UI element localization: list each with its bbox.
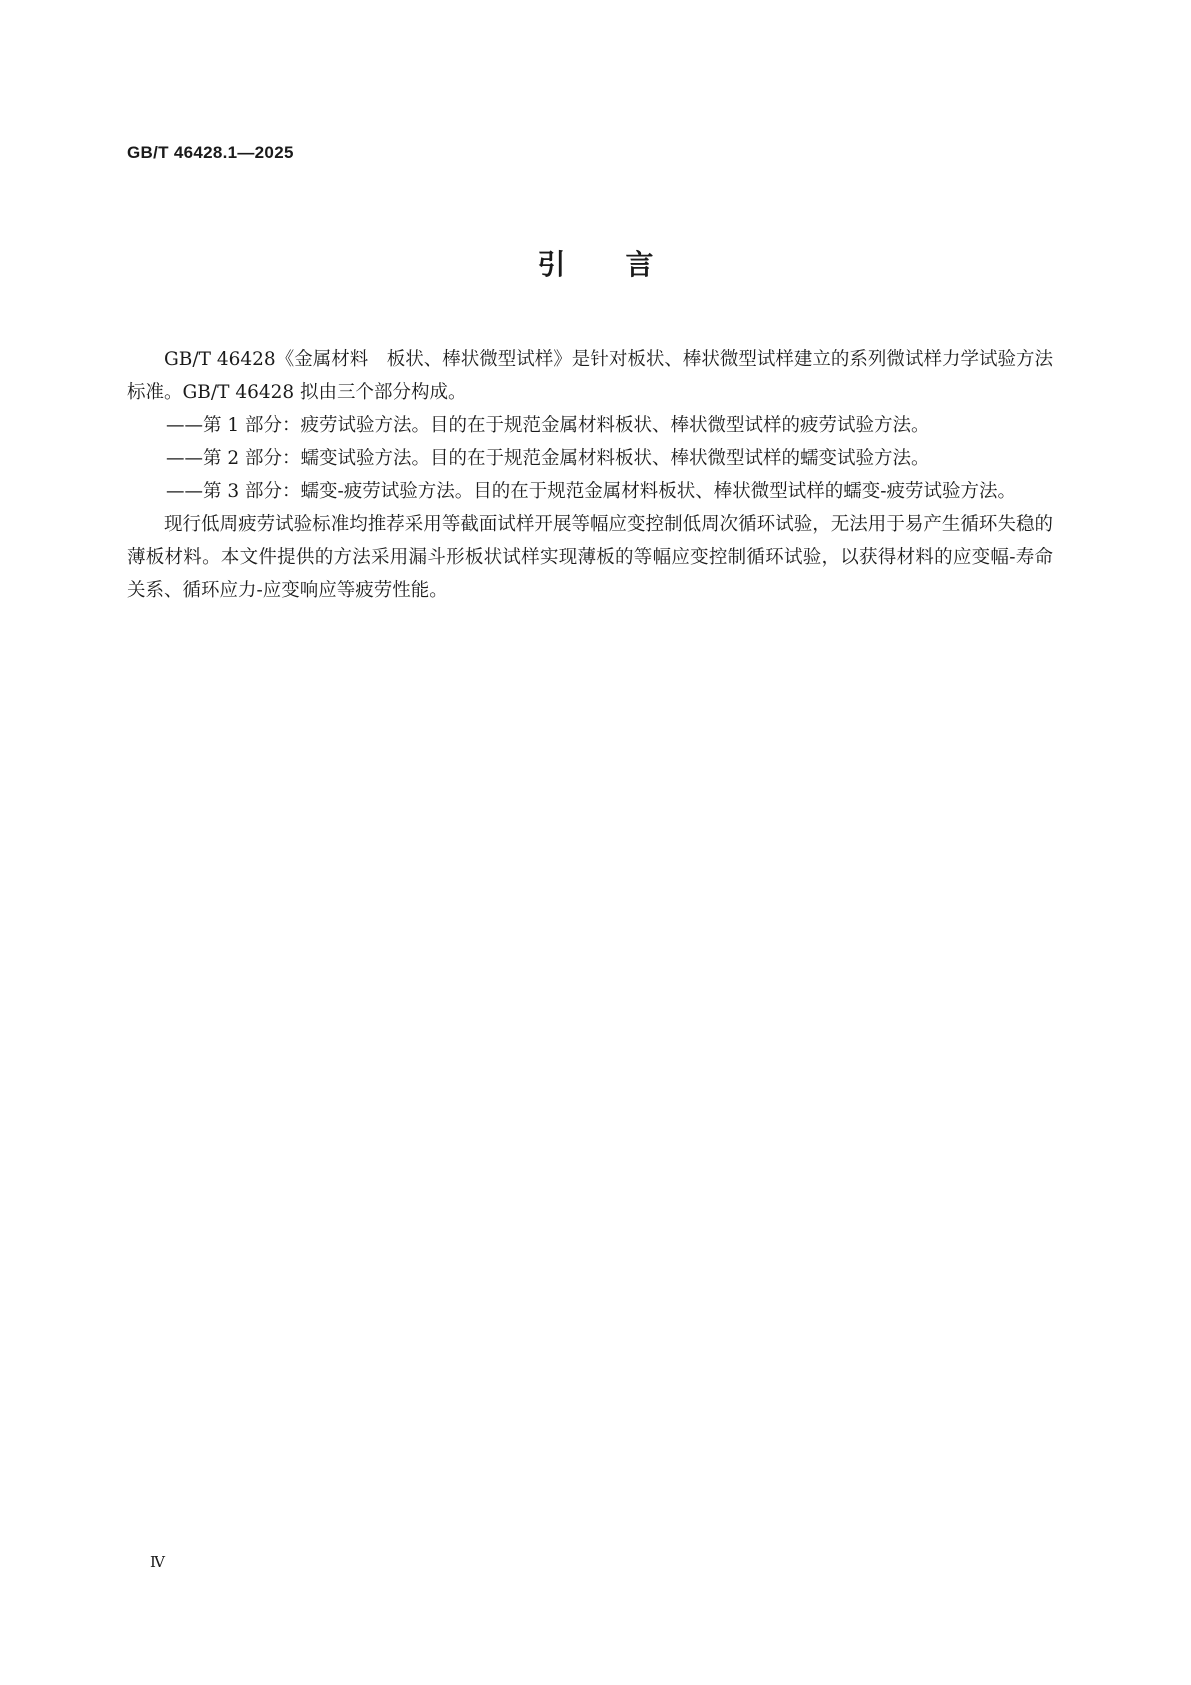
document-code: GB/T 46428.1—2025	[127, 143, 294, 162]
intro-paragraph: GB/T 46428《金属材料 板状、棒状微型试样》是针对板状、棒状微型试样建立的系列微试样力学试验方法标准。GB/T 46428 拟由三个部分构成。	[127, 349, 1053, 403]
section-title: 引言	[537, 248, 714, 281]
closing-paragraph: 现行低周疲劳试验标准均推荐采用等截面试样开展等幅应变控制低周次循环试验，无法用于易产生循环失稳的薄板材料。本文件提供的方法采用漏斗形板状试样实现薄板的等幅应变控制循环试验，以获得材料的应变幅-寿命关系、循环应力-应变响应等疲劳性能。	[127, 514, 1053, 601]
page-number: Ⅳ	[150, 1553, 165, 1571]
list-item-part-2: ——第 2 部分：蠕变试验方法。目的在于规范金属材料板状、棒状微型试样的蠕变试验方法。	[166, 448, 930, 469]
list-item-part-3: ——第 3 部分：蠕变-疲劳试验方法。目的在于规范金属材料板状、棒状微型试样的蠕变-疲劳试验方法。	[166, 481, 1017, 502]
list-item-part-1: ——第 1 部分：疲劳试验方法。目的在于规范金属材料板状、棒状微型试样的疲劳试验方法。	[166, 415, 930, 436]
document-body	[127, 343, 1053, 607]
